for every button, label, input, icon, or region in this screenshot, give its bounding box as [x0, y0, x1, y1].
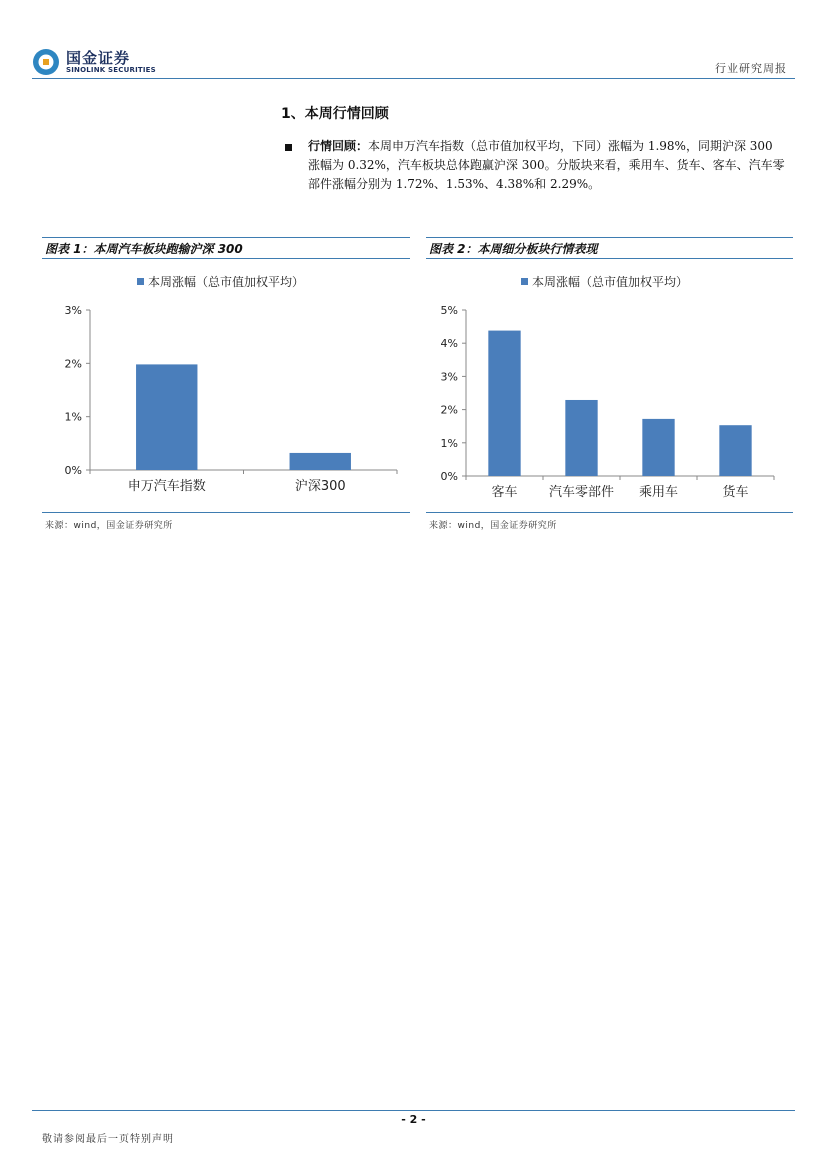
x-tick-label: 申万汽车指数	[127, 479, 206, 494]
figure-1-chart	[45, 262, 410, 510]
y-tick-label: 5%	[440, 304, 458, 317]
y-tick-label: 2%	[64, 357, 82, 371]
figure-2-top-rule	[426, 237, 793, 238]
y-tick-label: 3%	[64, 304, 82, 317]
summary-label: 行情回顾：	[308, 139, 369, 153]
bar	[136, 364, 197, 470]
x-tick-label: 货车	[722, 485, 749, 500]
figure-1-source: 来源：wind，国金证券研究所	[45, 521, 173, 531]
footer-divider	[32, 1110, 795, 1111]
figure-2-title: 图表 2：本周细分板块行情表现	[429, 242, 598, 256]
figure-2-chart	[429, 262, 793, 510]
header-divider	[32, 78, 795, 79]
y-tick-label: 0%	[64, 464, 82, 477]
y-tick-label: 0%	[440, 470, 458, 483]
x-tick-label: 沪深300	[294, 479, 346, 494]
figure-2-title-rule	[426, 258, 793, 259]
bar	[290, 453, 351, 470]
logo-text-en: SINOLINK SECURITIES	[66, 66, 156, 74]
logo-text-cn: 国金证券	[66, 49, 131, 67]
summary-text: 本周申万汽车指数（总市值加权平均，下同）涨幅为 1.98%，同期沪深 300 涨幅为 0.32%，汽车板块总体跑赢沪深 300。分版块来看，乘用车、货车、客车、汽车零部件涨幅分别为 1.72%、1.53%、4.38%和 2.29%。	[308, 139, 785, 191]
figure-1-title-rule	[42, 258, 410, 259]
y-tick-label: 1%	[440, 436, 458, 450]
sinolink-logo-icon	[32, 48, 60, 76]
figure-2-source: 来源：wind，国金证券研究所	[429, 521, 557, 531]
section-title: 1、本周行情回顾	[281, 106, 389, 122]
company-logo	[32, 47, 156, 79]
figure-1-title: 图表 1：本周汽车板块跑输沪深 300	[45, 242, 243, 256]
bar	[642, 419, 674, 476]
figure-2-bottom-rule	[426, 512, 793, 513]
bar	[565, 400, 597, 476]
bar	[488, 331, 520, 476]
legend-label: 本周涨幅（总市值加权平均）	[532, 275, 689, 289]
y-tick-label: 2%	[440, 403, 458, 417]
figure-1-top-rule	[42, 237, 410, 238]
bar	[719, 425, 751, 476]
legend-swatch	[521, 278, 528, 285]
legend-label: 本周涨幅（总市值加权平均）	[148, 275, 305, 289]
figure-1-bottom-rule	[42, 512, 410, 513]
disclaimer-note: 敬请参阅最后一页特别声明	[42, 1134, 174, 1145]
page-number: - 2 -	[401, 1113, 426, 1126]
legend-swatch	[137, 278, 144, 285]
report-type: 行业研究周报	[715, 62, 787, 75]
x-tick-label: 汽车零部件	[548, 485, 615, 500]
y-tick-label: 3%	[440, 370, 458, 384]
x-tick-label: 乘用车	[638, 485, 679, 500]
summary-paragraph	[308, 137, 788, 194]
bullet-square-icon	[285, 144, 292, 151]
x-tick-label: 客车	[491, 485, 518, 500]
y-tick-label: 1%	[64, 410, 82, 424]
y-tick-label: 4%	[440, 337, 458, 351]
